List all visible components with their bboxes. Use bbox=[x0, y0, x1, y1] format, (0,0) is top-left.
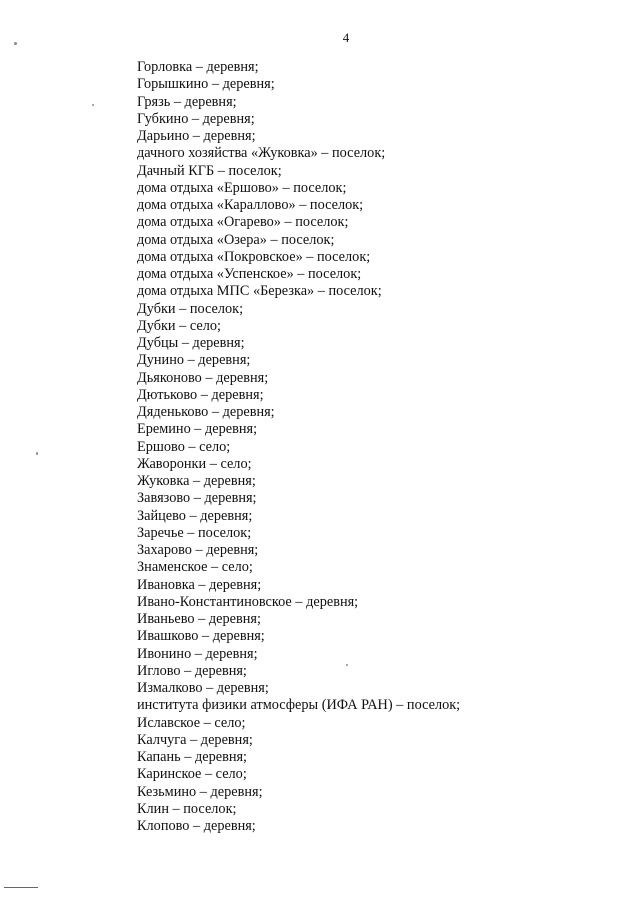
settlement-entry: дома отдыха «Караллово» – поселок; bbox=[137, 197, 364, 213]
settlement-entry: Ивонино – деревня; bbox=[137, 645, 258, 662]
settlement-entry: дачного хозяйства «Жуковка» – поселок; bbox=[137, 145, 386, 162]
settlement-entry: Ивано-Константиновское – деревня; bbox=[137, 593, 359, 610]
scan-speck bbox=[92, 104, 94, 106]
settlement-entry: Заречье – поселок; bbox=[137, 524, 252, 541]
settlement-entry: Дубки – село; bbox=[137, 317, 222, 334]
settlement-entry: Иславское – село; bbox=[137, 714, 246, 731]
settlement-entry: дома отдыха «Покровское» – поселок; bbox=[137, 248, 371, 265]
settlement-entry: Грязь – деревня; bbox=[137, 93, 237, 110]
settlement-entry: Дунино – деревня; bbox=[137, 352, 251, 369]
settlement-entry: дома отдыха МПС «Березка» – поселок; bbox=[137, 283, 382, 300]
settlement-entry: дома отдыха «Озера» – поселок; bbox=[137, 231, 335, 248]
settlement-entry: Дубцы – деревня; bbox=[137, 335, 245, 351]
settlement-entry: Дяденьково – деревня; bbox=[137, 404, 275, 420]
settlement-entry: Измалково – деревня; bbox=[137, 680, 269, 696]
settlement-entry: Клин – поселок; bbox=[137, 800, 237, 817]
scan-edge-mark bbox=[4, 887, 38, 888]
settlement-entry: Клопово – деревня; bbox=[137, 818, 256, 834]
settlement-entry: дома отдыха «Успенское» – поселок; bbox=[137, 266, 362, 282]
settlement-entry: Капань – деревня; bbox=[137, 749, 248, 765]
settlement-entry: Захарово – деревня; bbox=[137, 542, 259, 558]
scan-speck bbox=[346, 664, 348, 666]
scan-speck bbox=[36, 452, 38, 455]
settlement-entry: Иглово – деревня; bbox=[137, 662, 247, 679]
page-number: 4 bbox=[342, 30, 350, 45]
settlement-entry: Дачный КГБ – поселок; bbox=[137, 162, 282, 179]
settlement-entry: Дубки – поселок; bbox=[137, 300, 244, 317]
settlement-entry: дома отдыха «Ершово» – поселок; bbox=[137, 179, 347, 196]
settlement-entry: Дарьино – деревня; bbox=[137, 128, 256, 144]
settlement-list bbox=[137, 59, 460, 835]
settlement-entry: Дютьково – деревня; bbox=[137, 386, 264, 403]
settlement-entry: института физики атмосферы (ИФА РАН) – поселок; bbox=[137, 697, 461, 714]
settlement-entry: Ивановка – деревня; bbox=[137, 576, 262, 593]
settlement-entry: Кезьмино – деревня; bbox=[137, 783, 263, 800]
settlement-entry: Жаворонки – село; bbox=[137, 455, 252, 472]
settlement-entry: Калчуга – деревня; bbox=[137, 731, 253, 748]
settlement-entry: Ершово – село; bbox=[137, 438, 231, 455]
settlement-entry: дома отдыха «Огарево» – поселок; bbox=[137, 214, 349, 231]
settlement-entry: Губкино – деревня; bbox=[137, 110, 255, 127]
settlement-entry: Каринское – село; bbox=[137, 766, 247, 783]
settlement-entry: Зайцево – деревня; bbox=[137, 507, 253, 524]
settlement-entry: Горловка – деревня; bbox=[137, 59, 259, 75]
settlement-entry: Горышкино – деревня; bbox=[137, 76, 275, 93]
settlement-entry: Ивашково – деревня; bbox=[137, 628, 265, 645]
settlement-entry: Жуковка – деревня; bbox=[137, 473, 256, 489]
settlement-entry: Знаменское – село; bbox=[137, 559, 253, 576]
settlement-entry: Иваньево – деревня; bbox=[137, 611, 261, 627]
settlement-entry: Еремино – деревня; bbox=[137, 421, 258, 438]
scan-speck bbox=[14, 42, 17, 45]
settlement-entry: Завязово – деревня; bbox=[137, 490, 257, 507]
settlement-entry: Дьяконово – деревня; bbox=[137, 369, 269, 386]
